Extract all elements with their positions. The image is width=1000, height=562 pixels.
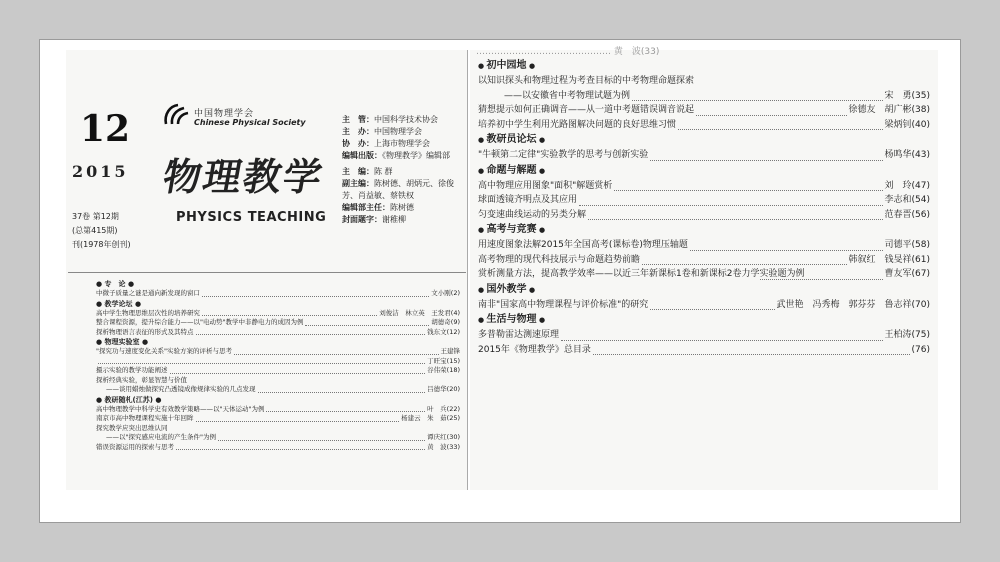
dot-leader [196, 421, 400, 422]
toc-entry[interactable] [96, 385, 460, 395]
section-title: 教学论坛 [104, 299, 133, 308]
info-row [342, 150, 466, 162]
bullet-icon: ● [132, 299, 142, 308]
bullet-icon: ● [536, 166, 546, 175]
toc-entry[interactable] [96, 433, 460, 443]
toc-entry[interactable] [478, 193, 930, 208]
section-title: 专 论 [104, 280, 126, 288]
right-page [470, 47, 938, 490]
bullet-icon: ● [96, 395, 105, 404]
bullet-icon: ● [526, 285, 536, 294]
bullet-icon: ● [536, 136, 546, 144]
section-title: 命题与解题 [486, 164, 537, 176]
toc-entry-author-page: 钱东文(12) [427, 327, 460, 336]
toc-entry-title: 探析经典实验，彰显智慧与价值 [96, 375, 187, 384]
bullet-icon: ● [526, 62, 536, 70]
toc-entry-author-page: 叶 兵(22) [427, 404, 460, 413]
toc-entry-author-page: 宋 勇(35) [884, 90, 930, 101]
toc-section-heading [478, 163, 930, 179]
dot-leader [258, 392, 426, 393]
toc-entry-title: 高中物理应用图象"面积"解题赏析 [478, 180, 613, 191]
toc-entry-title: 南非"国家高中物理课程与评价标准"的研究 [478, 299, 649, 310]
dot-leader [234, 354, 439, 355]
table-of-contents-right [478, 58, 930, 357]
total-issue: (总第415期) [72, 226, 118, 235]
toc-entry-title: "探究功与速度变化关系"实验方案的评析与思考 [96, 347, 232, 355]
toc-entry-title: ——以"探究感应电流的产生条件"为例 [106, 433, 216, 441]
dot-leader [202, 296, 429, 297]
toc-entry-author-page: 刘俊洁 林立英 王发君(4) [379, 308, 460, 317]
info-row [342, 126, 466, 138]
dot-leader [632, 100, 883, 101]
dot-leader [98, 363, 425, 364]
dot-leader [202, 315, 377, 316]
toc-entry-author-page: 刘 玲(47) [884, 180, 930, 191]
toc-section-heading [478, 222, 930, 238]
section-title: 生活与物理 [486, 314, 537, 325]
toc-entry[interactable] [96, 347, 460, 357]
toc-entry[interactable] [478, 208, 930, 223]
dot-leader [176, 449, 425, 450]
toc-entry[interactable] [96, 443, 460, 453]
bullet-icon: ● [96, 280, 105, 288]
journal-title-en: PHYSICS TEACHING [176, 210, 327, 225]
bullet-icon: ● [478, 226, 487, 234]
toc-entry-author-page: 范春晋(56) [884, 209, 930, 220]
toc-entry-author-page: 司德平(58) [884, 240, 930, 250]
bullet-icon: ● [478, 62, 487, 70]
dot-leader [588, 219, 883, 220]
founded-year: 刊(1978年创刊) [72, 240, 131, 249]
dot-leader [266, 411, 425, 412]
toc-entry-title: 探析物理语言表征的形式及其特点 [96, 327, 194, 336]
toc-entry-author-page: 谭庆红(30) [427, 433, 460, 441]
toc-entry[interactable] [478, 179, 930, 194]
toc-entry[interactable] [96, 366, 460, 376]
toc-section-heading [478, 282, 930, 298]
toc-entry[interactable] [478, 103, 930, 118]
toc-entry[interactable] [478, 118, 930, 133]
toc-entry-author-page: 韩叙红 钱旻祥(61) [848, 254, 930, 265]
issue-year: 2015 [72, 162, 129, 181]
toc-entry[interactable] [96, 318, 460, 328]
toc-entry[interactable] [478, 253, 930, 268]
volume-info [72, 210, 131, 252]
section-title: 初中园地 [486, 60, 527, 71]
toc-section-heading [478, 58, 930, 74]
toc-entry[interactable] [478, 148, 930, 163]
toc-entry-title: 匀变速曲线运动的另类分解 [478, 209, 587, 220]
info-row [342, 114, 466, 126]
info-label: 封面题字： [342, 215, 382, 224]
bullet-icon: ● [536, 226, 546, 234]
toc-entry-title: ——以安徽省中考物理试题为例 [504, 90, 631, 101]
toc-entry-title: 南京市高中物理课程实施十年回眸 [96, 414, 194, 422]
toc-entry-title: 球面透镜齐明点及其应用 [478, 195, 578, 205]
toc-entry[interactable] [96, 289, 460, 299]
toc-entry-title: 高考物理的现代科技展示与命题趋势前瞻 [478, 254, 641, 265]
toc-entry-author-page: 文小刚(2) [431, 289, 460, 297]
toc-entry-title: 猜想提示如何正确调音——从一道中考题错误调音说起 [478, 105, 695, 115]
dot-leader [579, 205, 883, 206]
dot-leader [614, 190, 882, 191]
dot-leader [218, 440, 425, 441]
toc-entry-title: 高中学生物理思维层次性的培养研究 [96, 308, 200, 317]
toc-entry[interactable] [478, 343, 930, 358]
toc-entry-author-page: 吕德华(20) [427, 385, 460, 393]
info-value: 中国物理学会 [374, 127, 422, 136]
toc-entry[interactable] [478, 74, 930, 89]
section-title: 教研员论坛 [486, 134, 537, 145]
info-label: 主 编： [342, 167, 374, 176]
info-value: 上海市物理学会 [374, 139, 430, 148]
info-value: 中国科学技术协会 [374, 115, 438, 124]
info-label: 主 管： [342, 115, 374, 124]
toc-entry-title: 以知识探头和物理过程为考查目标的中考物理命题探索 [478, 76, 695, 86]
toc-entry[interactable] [478, 328, 930, 343]
toc-section-heading [96, 337, 460, 347]
section-title: 教研随札(江苏) [104, 395, 153, 404]
info-row [342, 138, 466, 150]
toc-entry-author-page: 徐德友 胡广彬(38) [848, 105, 930, 115]
society-name-en: Chinese Physical Society [194, 118, 306, 127]
dot-leader [561, 340, 883, 341]
dot-leader [170, 373, 426, 374]
toc-entry[interactable] [96, 309, 460, 319]
toc-entry-title: 用速度图象法解2015年全国高考(课标卷)物理压轴题 [478, 240, 688, 250]
info-label: 副主编： [342, 179, 374, 188]
info-value: 陈树德、胡炳元、徐俊芳、肖益敏、蔡铁权 [342, 179, 454, 200]
toc-entry[interactable] [96, 357, 460, 367]
toc-entry-author-page: 胡德奇(9) [431, 318, 460, 326]
toc-entry-author-page: 黄 波(33) [427, 442, 460, 451]
volume-number: 37卷 第12期 [72, 212, 119, 221]
toc-section-heading [96, 299, 460, 309]
society-logo-icon [162, 102, 190, 128]
toc-entry-author-page: (76) [911, 344, 930, 355]
info-row [342, 178, 466, 202]
toc-entry-author-page: 杨建云 朱 茹(25) [401, 414, 460, 422]
toc-entry-title: 错误资源运用的探索与思考 [96, 442, 174, 451]
info-row [342, 202, 466, 214]
toc-entry-title: 探究教学应突出思维认同 [96, 423, 168, 432]
toc-entry-author-page: 李志和(54) [884, 195, 930, 205]
bullet-icon: ● [478, 316, 487, 324]
toc-section-heading [96, 395, 460, 405]
info-label: 编辑出版： [342, 151, 382, 160]
publication-info [342, 114, 466, 226]
bullet-icon: ● [536, 316, 546, 324]
bullet-icon: ● [139, 338, 149, 346]
dot-leader [690, 250, 883, 251]
toc-entry[interactable] [96, 376, 460, 386]
dot-leader [696, 115, 847, 116]
section-title: 物理实验室 [104, 338, 140, 346]
section-title: 高考与竞赛 [486, 224, 537, 235]
toc-entry-author-page: 王柏涛(75) [884, 330, 930, 340]
bullet-icon: ● [478, 166, 487, 175]
bullet-icon: ● [96, 338, 105, 346]
dot-leader [642, 264, 847, 265]
section-title: 国外教学 [486, 283, 527, 295]
toc-entry-title: 高中物理教学中科学史有效教学策略——以"天体运动"为例 [96, 404, 265, 413]
toc-entry[interactable] [478, 298, 930, 313]
journal-title-cn: 物理教学 [159, 154, 328, 199]
info-label: 协 办： [342, 139, 374, 148]
dot-leader [593, 354, 910, 355]
bullet-icon: ● [96, 299, 105, 308]
toc-entry[interactable] [96, 414, 460, 424]
toc-entry-title: ——谈用蜡烛做探究凸透镜成像规律实验的几点发现 [106, 385, 256, 393]
toc-entry-title: "牛顿第二定律"实验教学的思考与创新实验 [478, 150, 649, 160]
bullet-icon: ● [478, 285, 487, 294]
info-label: 编辑部主任： [342, 203, 390, 212]
toc-entry-author-page: 梁炳钊(40) [884, 119, 930, 130]
toc-entry[interactable] [96, 328, 460, 338]
dot-leader [678, 129, 883, 130]
toc-entry-author-page: 曹友军(67) [884, 269, 930, 279]
toc-entry-title: 赏析测量方法，提高教学效率——以近三年新课标1卷和新课标2卷力学实验题为例 [478, 269, 805, 279]
toc-entry[interactable] [96, 405, 460, 415]
dot-leader [760, 279, 882, 280]
dot-leader [305, 325, 429, 326]
toc-entry-title: 中微子质量之谜是通向新发现的窗口 [96, 289, 200, 297]
toc-entry-title: 整合课程资源，提升综合能力——以"电动势"教学中非静电力的成因为例 [96, 318, 304, 326]
toc-entry-author-page: 王建锋 [440, 347, 460, 355]
toc-entry-author-page: 武世艳 冯秀梅 郭芬芬 鲁志祥(70) [776, 299, 930, 310]
toc-entry-title: 培养初中学生利用光路图解决问题的良好思维习惯 [478, 119, 677, 130]
toc-entry[interactable] [478, 238, 930, 253]
toc-entry-title: 多普勒雷达测速原理 [478, 330, 560, 340]
bullet-icon: ● [125, 280, 135, 288]
bullet-icon: ● [152, 395, 162, 404]
toc-entry[interactable] [96, 424, 460, 434]
toc-entry[interactable] [478, 267, 930, 282]
info-value: 谢稚柳 [382, 215, 406, 224]
toc-entry[interactable] [478, 89, 930, 104]
toc-entry-author-page: 丁旺宝(15) [427, 356, 460, 365]
toc-section-heading [478, 312, 930, 328]
info-value: 陈树德 [390, 203, 414, 212]
dot-leader [196, 334, 426, 335]
issue-number: 12 [80, 108, 131, 150]
table-of-contents-left [68, 272, 466, 490]
toc-entry-title: 2015年《物理教学》总目录 [478, 344, 591, 355]
toc-section-heading [478, 132, 930, 148]
toc-entry-author-page: 谷伟荣(18) [427, 366, 460, 374]
info-row [342, 166, 466, 178]
dot-leader [650, 160, 882, 161]
cut-off-line: ……………………………………… 黄 波(33) [476, 47, 660, 57]
info-value: 《物理教学》编辑部 [382, 151, 450, 160]
info-label: 主 办： [342, 127, 374, 136]
bullet-icon: ● [478, 136, 487, 144]
toc-entry-title: 摄示实验的教学功能阐述 [96, 366, 168, 374]
left-page [66, 50, 468, 490]
toc-section-heading [96, 279, 460, 289]
dot-leader [650, 309, 774, 310]
info-row [342, 214, 466, 226]
toc-entry-author-page: 杨鸣华(43) [884, 150, 930, 160]
info-value: 陈 群 [374, 167, 393, 176]
society-name-cn: 中国物理学会 [194, 109, 255, 119]
